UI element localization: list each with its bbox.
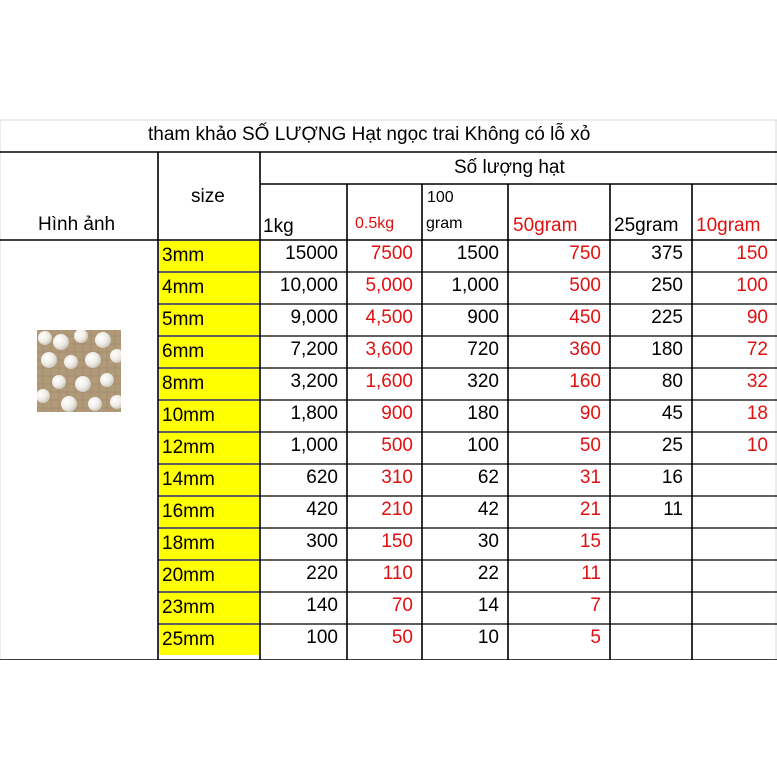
header-0-5kg: 0.5kg (355, 215, 395, 232)
value-cell: 3,600 (365, 339, 413, 360)
value-cell: 1,000 (290, 435, 338, 456)
header-100gram-line2: gram (426, 215, 463, 232)
value-cell: 900 (381, 403, 413, 424)
value-cell: 100 (467, 435, 499, 456)
value-cell: 500 (569, 275, 601, 296)
value-cell: 10,000 (279, 275, 338, 296)
value-cell: 3,200 (290, 371, 338, 392)
value-cell: 300 (306, 531, 338, 552)
value-cell: 750 (569, 243, 601, 264)
size-cell: 3mm (159, 241, 259, 271)
value-cell: 620 (306, 467, 338, 488)
value-cell: 15 (579, 531, 601, 552)
size-cell: 18mm (159, 529, 259, 559)
value-cell: 18 (746, 403, 768, 424)
value-cell: 225 (651, 307, 683, 328)
header-50gram: 50gram (513, 215, 578, 236)
value-cell: 500 (381, 435, 413, 456)
value-cell: 1,600 (365, 371, 413, 392)
value-cell: 7500 (370, 243, 413, 264)
value-cell: 30 (477, 531, 499, 552)
value-cell: 900 (467, 307, 499, 328)
value-cell: 45 (661, 403, 683, 424)
value-cell: 32 (746, 371, 768, 392)
value-cell: 220 (306, 563, 338, 584)
value-cell: 720 (467, 339, 499, 360)
value-cell: 360 (569, 339, 601, 360)
value-cell: 1500 (456, 243, 499, 264)
value-cell: 5,000 (365, 275, 413, 296)
size-cell: 4mm (159, 273, 259, 303)
header-group: Số lượng hạt (454, 157, 565, 178)
header-size: size (191, 186, 225, 207)
size-cell: 20mm (159, 561, 259, 591)
size-cell: 8mm (159, 369, 259, 399)
value-cell: 9,000 (290, 307, 338, 328)
value-cell: 7,200 (290, 339, 338, 360)
header-10gram: 10gram (696, 215, 761, 236)
value-cell: 210 (381, 499, 413, 520)
value-cell: 5 (590, 627, 601, 648)
value-cell: 140 (306, 595, 338, 616)
value-cell: 21 (579, 499, 601, 520)
value-cell: 150 (381, 531, 413, 552)
value-cell: 50 (391, 627, 413, 648)
spreadsheet (0, 112, 777, 660)
value-cell: 70 (391, 595, 413, 616)
header-25gram: 25gram (614, 215, 679, 236)
value-cell: 450 (569, 307, 601, 328)
header-image: Hình ảnh (38, 214, 116, 235)
pearl-beads-image (37, 330, 121, 412)
value-cell: 22 (477, 563, 499, 584)
size-cell: 16mm (159, 497, 259, 527)
value-cell: 250 (651, 275, 683, 296)
value-cell: 90 (746, 307, 768, 328)
size-cell: 14mm (159, 465, 259, 495)
value-cell: 31 (579, 467, 601, 488)
header-100gram-line1: 100 (427, 189, 454, 206)
value-cell: 15000 (285, 243, 338, 264)
value-cell: 375 (651, 243, 683, 264)
value-cell: 180 (651, 339, 683, 360)
value-cell: 10 (477, 627, 499, 648)
value-cell: 4,500 (365, 307, 413, 328)
value-cell: 10 (746, 435, 768, 456)
value-cell: 100 (306, 627, 338, 648)
value-cell: 16 (661, 467, 683, 488)
size-cell: 10mm (159, 401, 259, 431)
sheet-title: tham khảo SỐ LƯỢNG Hạt ngọc trai Không có lỗ xỏ (148, 124, 591, 145)
value-cell: 310 (381, 467, 413, 488)
value-cell: 320 (467, 371, 499, 392)
value-cell: 80 (661, 371, 683, 392)
value-cell: 62 (477, 467, 499, 488)
value-cell: 7 (590, 595, 601, 616)
value-cell: 14 (477, 595, 499, 616)
value-cell: 110 (382, 563, 413, 584)
value-cell: 420 (306, 499, 338, 520)
size-cell: 5mm (159, 305, 259, 335)
size-cell: 25mm (159, 625, 259, 655)
value-cell: 1,000 (451, 275, 499, 296)
value-cell: 11 (663, 499, 683, 520)
value-cell: 160 (569, 371, 601, 392)
value-cell: 50 (579, 435, 601, 456)
size-cell: 23mm (159, 593, 259, 623)
value-cell: 180 (467, 403, 499, 424)
size-cell: 12mm (159, 433, 259, 463)
value-cell: 1,800 (290, 403, 338, 424)
value-cell: 72 (746, 339, 768, 360)
value-cell: 11 (581, 563, 601, 584)
value-cell: 150 (736, 243, 768, 264)
value-cell: 25 (661, 435, 683, 456)
value-cell: 100 (736, 275, 768, 296)
header-1kg: 1kg (263, 216, 294, 237)
value-cell: 42 (477, 499, 499, 520)
size-cell: 6mm (159, 337, 259, 367)
value-cell: 90 (579, 403, 601, 424)
